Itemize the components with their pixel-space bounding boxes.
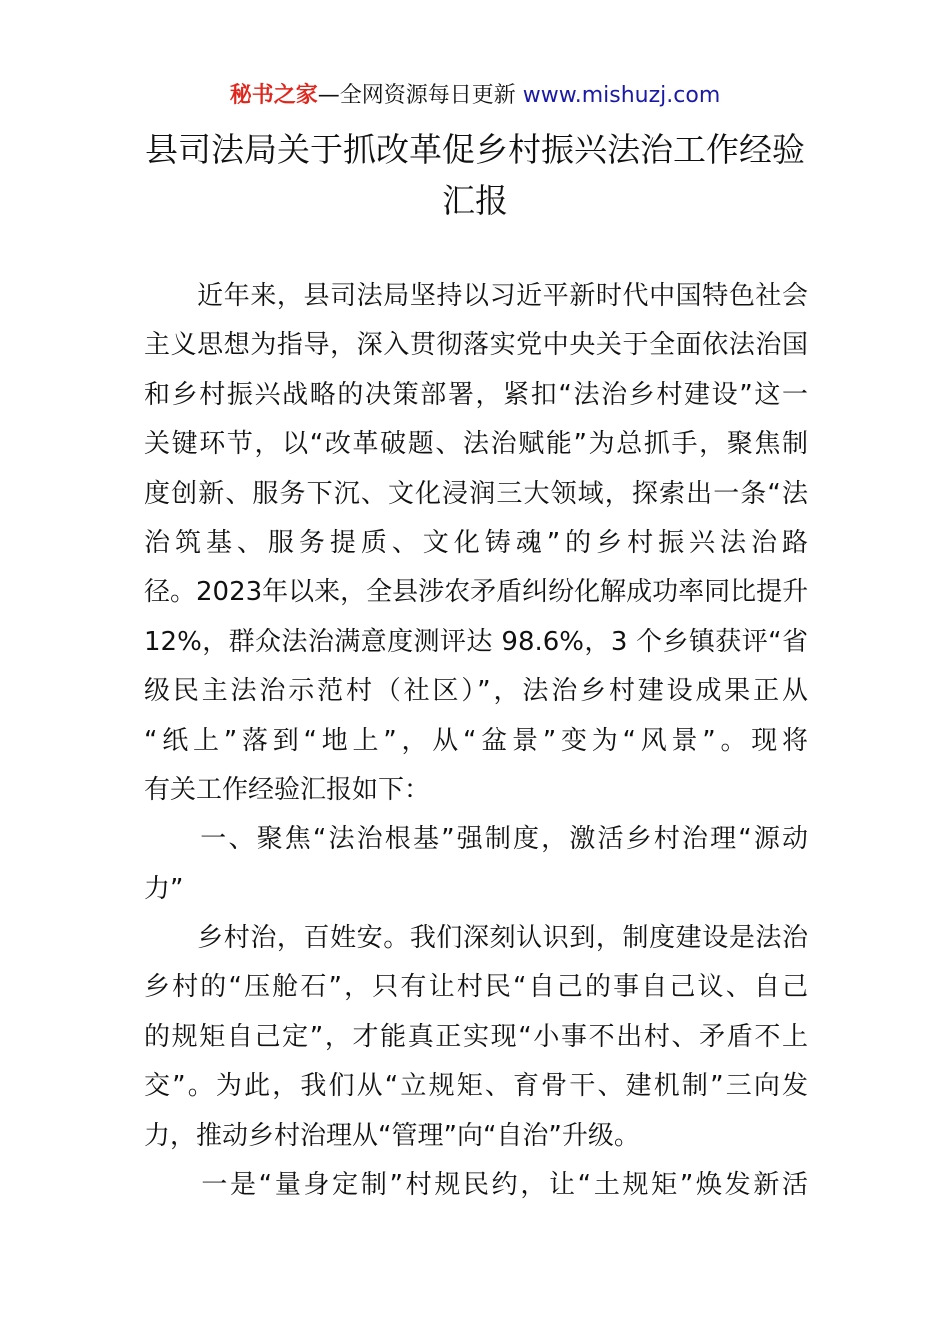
body-line: 的规矩自己定”，才能真正实现“小事不出村、矛盾不上 (144, 1021, 808, 1052)
title-line-1: 县司法局关于抓改革促乡村振兴法治工作经验 (145, 130, 805, 169)
site-header (0, 80, 950, 112)
section-heading-line: 一、聚焦“法治根基”强制度，激活乡村治理“源动 (144, 824, 808, 855)
body-line: 有关工作经验汇报如下： (144, 774, 431, 805)
body-line: 乡村的“压舱石”，只有让村民“自己的事自己议、自己 (144, 972, 808, 1003)
body-line: 关键环节，以“改革破题、法治赋能”为总抓手，聚焦制 (144, 429, 808, 460)
body-line: 和乡村振兴战略的决策部署，紧扣“法治乡村建设”这一 (144, 379, 808, 410)
section-heading-line: 力” (144, 873, 184, 904)
body-line: 度创新、服务下沉、文化浸润三大领域，探索出一条“法 (144, 478, 808, 509)
body-line: 乡村治，百姓安。我们深刻认识到，制度建设是法治 (144, 923, 808, 954)
body-line: 12%，群众法治满意度测评达 98.6%，3 个乡镇获评“省 (144, 626, 808, 657)
body-line: 交”。为此，我们从“立规矩、育骨干、建机制”三向发 (144, 1071, 808, 1102)
brand-name: 秘书之家 (229, 83, 318, 108)
site-url-link[interactable]: www.mishuzj.com (522, 83, 721, 108)
body-line: 治筑基、服务提质、文化铸魂”的乡村振兴法治路 (144, 527, 808, 558)
body-line: 近年来，县司法局坚持以习近平新时代中国特色社会 (144, 281, 808, 311)
body-line: 级民主法治示范村（社区）”，法治乡村建设成果正从 (144, 676, 808, 707)
body-line: 径。2023年以来，全县涉农矛盾纠纷化解成功率同比提升 (144, 577, 809, 608)
document-title (130, 124, 820, 226)
site-tagline: —全网资源每日更新 (317, 83, 516, 108)
body-line: 主义思想为指导，深入贯彻落实党中央关于全面依法治国 (144, 330, 808, 361)
body-line: “纸上”落到“地上”，从“盆景”变为“风景”。现将 (144, 725, 808, 756)
body-line: 力，推动乡村治理从“管理”向“自治”升级。 (144, 1120, 640, 1151)
body-line: 一是“量身定制”村规民约，让“土规矩”焕发新活 (144, 1170, 808, 1201)
title-line-2: 汇报 (442, 181, 508, 220)
document-body (144, 272, 808, 1210)
